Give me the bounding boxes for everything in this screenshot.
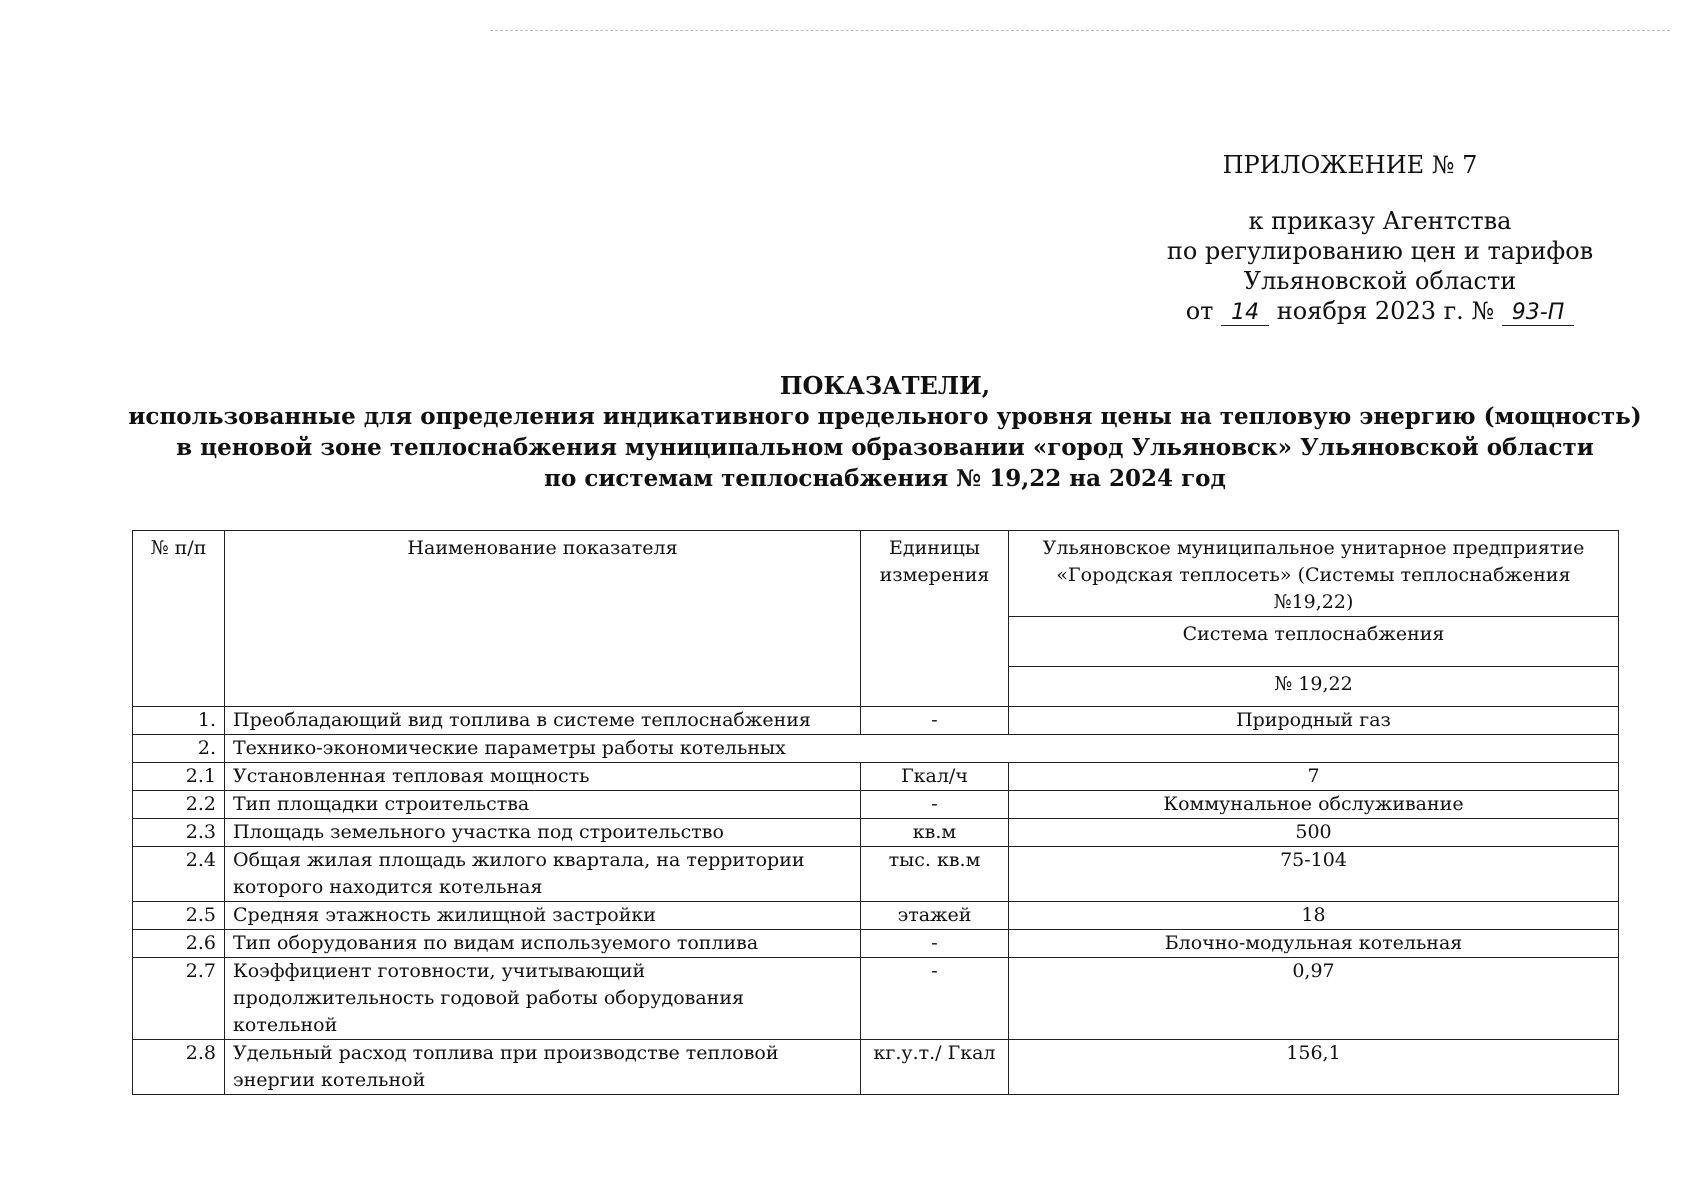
row-value: Природный газ (1009, 707, 1619, 735)
row-value: 156,1 (1009, 1040, 1619, 1095)
header-org: Ульяновское муниципальное унитарное предприятие «Городская теплосеть» (Системы теплоснабжения №19,22) (1009, 531, 1619, 617)
row-name: Средняя этажность жилищной застройки (225, 902, 861, 930)
row-name: Установленная тепловая мощность (225, 763, 861, 791)
row-unit: - (861, 958, 1009, 1040)
header-system-no: № 19,22 (1009, 667, 1619, 707)
table-row (133, 958, 1619, 1040)
title-line-2: в ценовой зоне теплоснабжения муниципальном образовании «город Ульяновск» Ульяновской области (176, 434, 1594, 461)
row-value: Блочно-модульная котельная (1009, 930, 1619, 958)
row-name: Тип оборудования по видам используемого топлива (225, 930, 861, 958)
row-unit: тыс. кв.м (861, 847, 1009, 902)
row-unit: этажей (861, 902, 1009, 930)
row-unit: кг.у.т./ Гкал (861, 1040, 1009, 1095)
row-value: 500 (1009, 819, 1619, 847)
row-value: 7 (1009, 763, 1619, 791)
table-row (133, 707, 1619, 735)
title-line-1: использованные для определения индикативного предельного уровня цены на тепловую энергию (мощность) (128, 403, 1642, 430)
row-unit: Гкал/ч (861, 763, 1009, 791)
row-num: 2.1 (133, 763, 225, 791)
row-unit: - (861, 930, 1009, 958)
row-num: 2.5 (133, 902, 225, 930)
row-value: 0,97 (1009, 958, 1619, 1040)
table-row (133, 847, 1619, 902)
table-row (133, 819, 1619, 847)
row-unit: - (861, 707, 1009, 735)
appendix-block (1000, 150, 1640, 326)
row-num: 2.3 (133, 819, 225, 847)
row-num: 2.6 (133, 930, 225, 958)
order-day: 14 (1221, 301, 1269, 326)
row-num: 2. (133, 735, 225, 763)
row-unit: - (861, 791, 1009, 819)
row-num: 2.8 (133, 1040, 225, 1095)
table-row (133, 763, 1619, 791)
document-title (0, 370, 1686, 494)
table-row (133, 930, 1619, 958)
table-row (133, 902, 1619, 930)
title-main: ПОКАЗАТЕЛИ, (779, 371, 991, 400)
order-number: 93-П (1502, 301, 1574, 326)
appendix-date-line (1120, 296, 1640, 326)
title-line-3: по системам теплоснабжения № 19,22 на 2024 год (544, 465, 1226, 492)
date-prefix: от (1185, 297, 1214, 325)
appendix-line-3: Ульяновской области (1243, 267, 1517, 295)
header-system: Система теплоснабжения (1009, 617, 1619, 667)
row-unit: кв.м (861, 819, 1009, 847)
row-value: 18 (1009, 902, 1619, 930)
row-name: Технико-экономические параметры работы котельных (225, 735, 1619, 763)
row-num: 1. (133, 707, 225, 735)
indicators-table (132, 530, 1619, 1095)
row-name: Общая жилая площадь жилого квартала, на территории которого находится котельная (225, 847, 861, 902)
row-name: Коэффициент готовности, учитывающий продолжительность годовой работы оборудования котельной (225, 958, 861, 1040)
row-value: Коммунальное обслуживание (1009, 791, 1619, 819)
row-num: 2.4 (133, 847, 225, 902)
row-name: Удельный расход топлива при производстве тепловой энергии котельной (225, 1040, 861, 1095)
appendix-title: ПРИЛОЖЕНИЕ № 7 (1222, 151, 1478, 179)
row-num: 2.7 (133, 958, 225, 1040)
header-num: № п/п (133, 531, 225, 707)
table-row (133, 791, 1619, 819)
appendix-line-1: к приказу Агентства (1248, 207, 1512, 235)
header-name: Наименование показателя (225, 531, 861, 707)
table-row (133, 735, 1619, 763)
order-month-year: ноября 2023 г. № (1276, 297, 1495, 325)
scan-top-rule (490, 30, 1670, 31)
appendix-line-2: по регулированию цен и тарифов (1166, 237, 1594, 265)
header-unit: Единицы измерения (861, 531, 1009, 707)
row-num: 2.2 (133, 791, 225, 819)
row-name: Тип площадки строительства (225, 791, 861, 819)
row-name: Преобладающий вид топлива в системе теплоснабжения (225, 707, 861, 735)
table-row (133, 1040, 1619, 1095)
row-name: Площадь земельного участка под строительство (225, 819, 861, 847)
row-value: 75-104 (1009, 847, 1619, 902)
